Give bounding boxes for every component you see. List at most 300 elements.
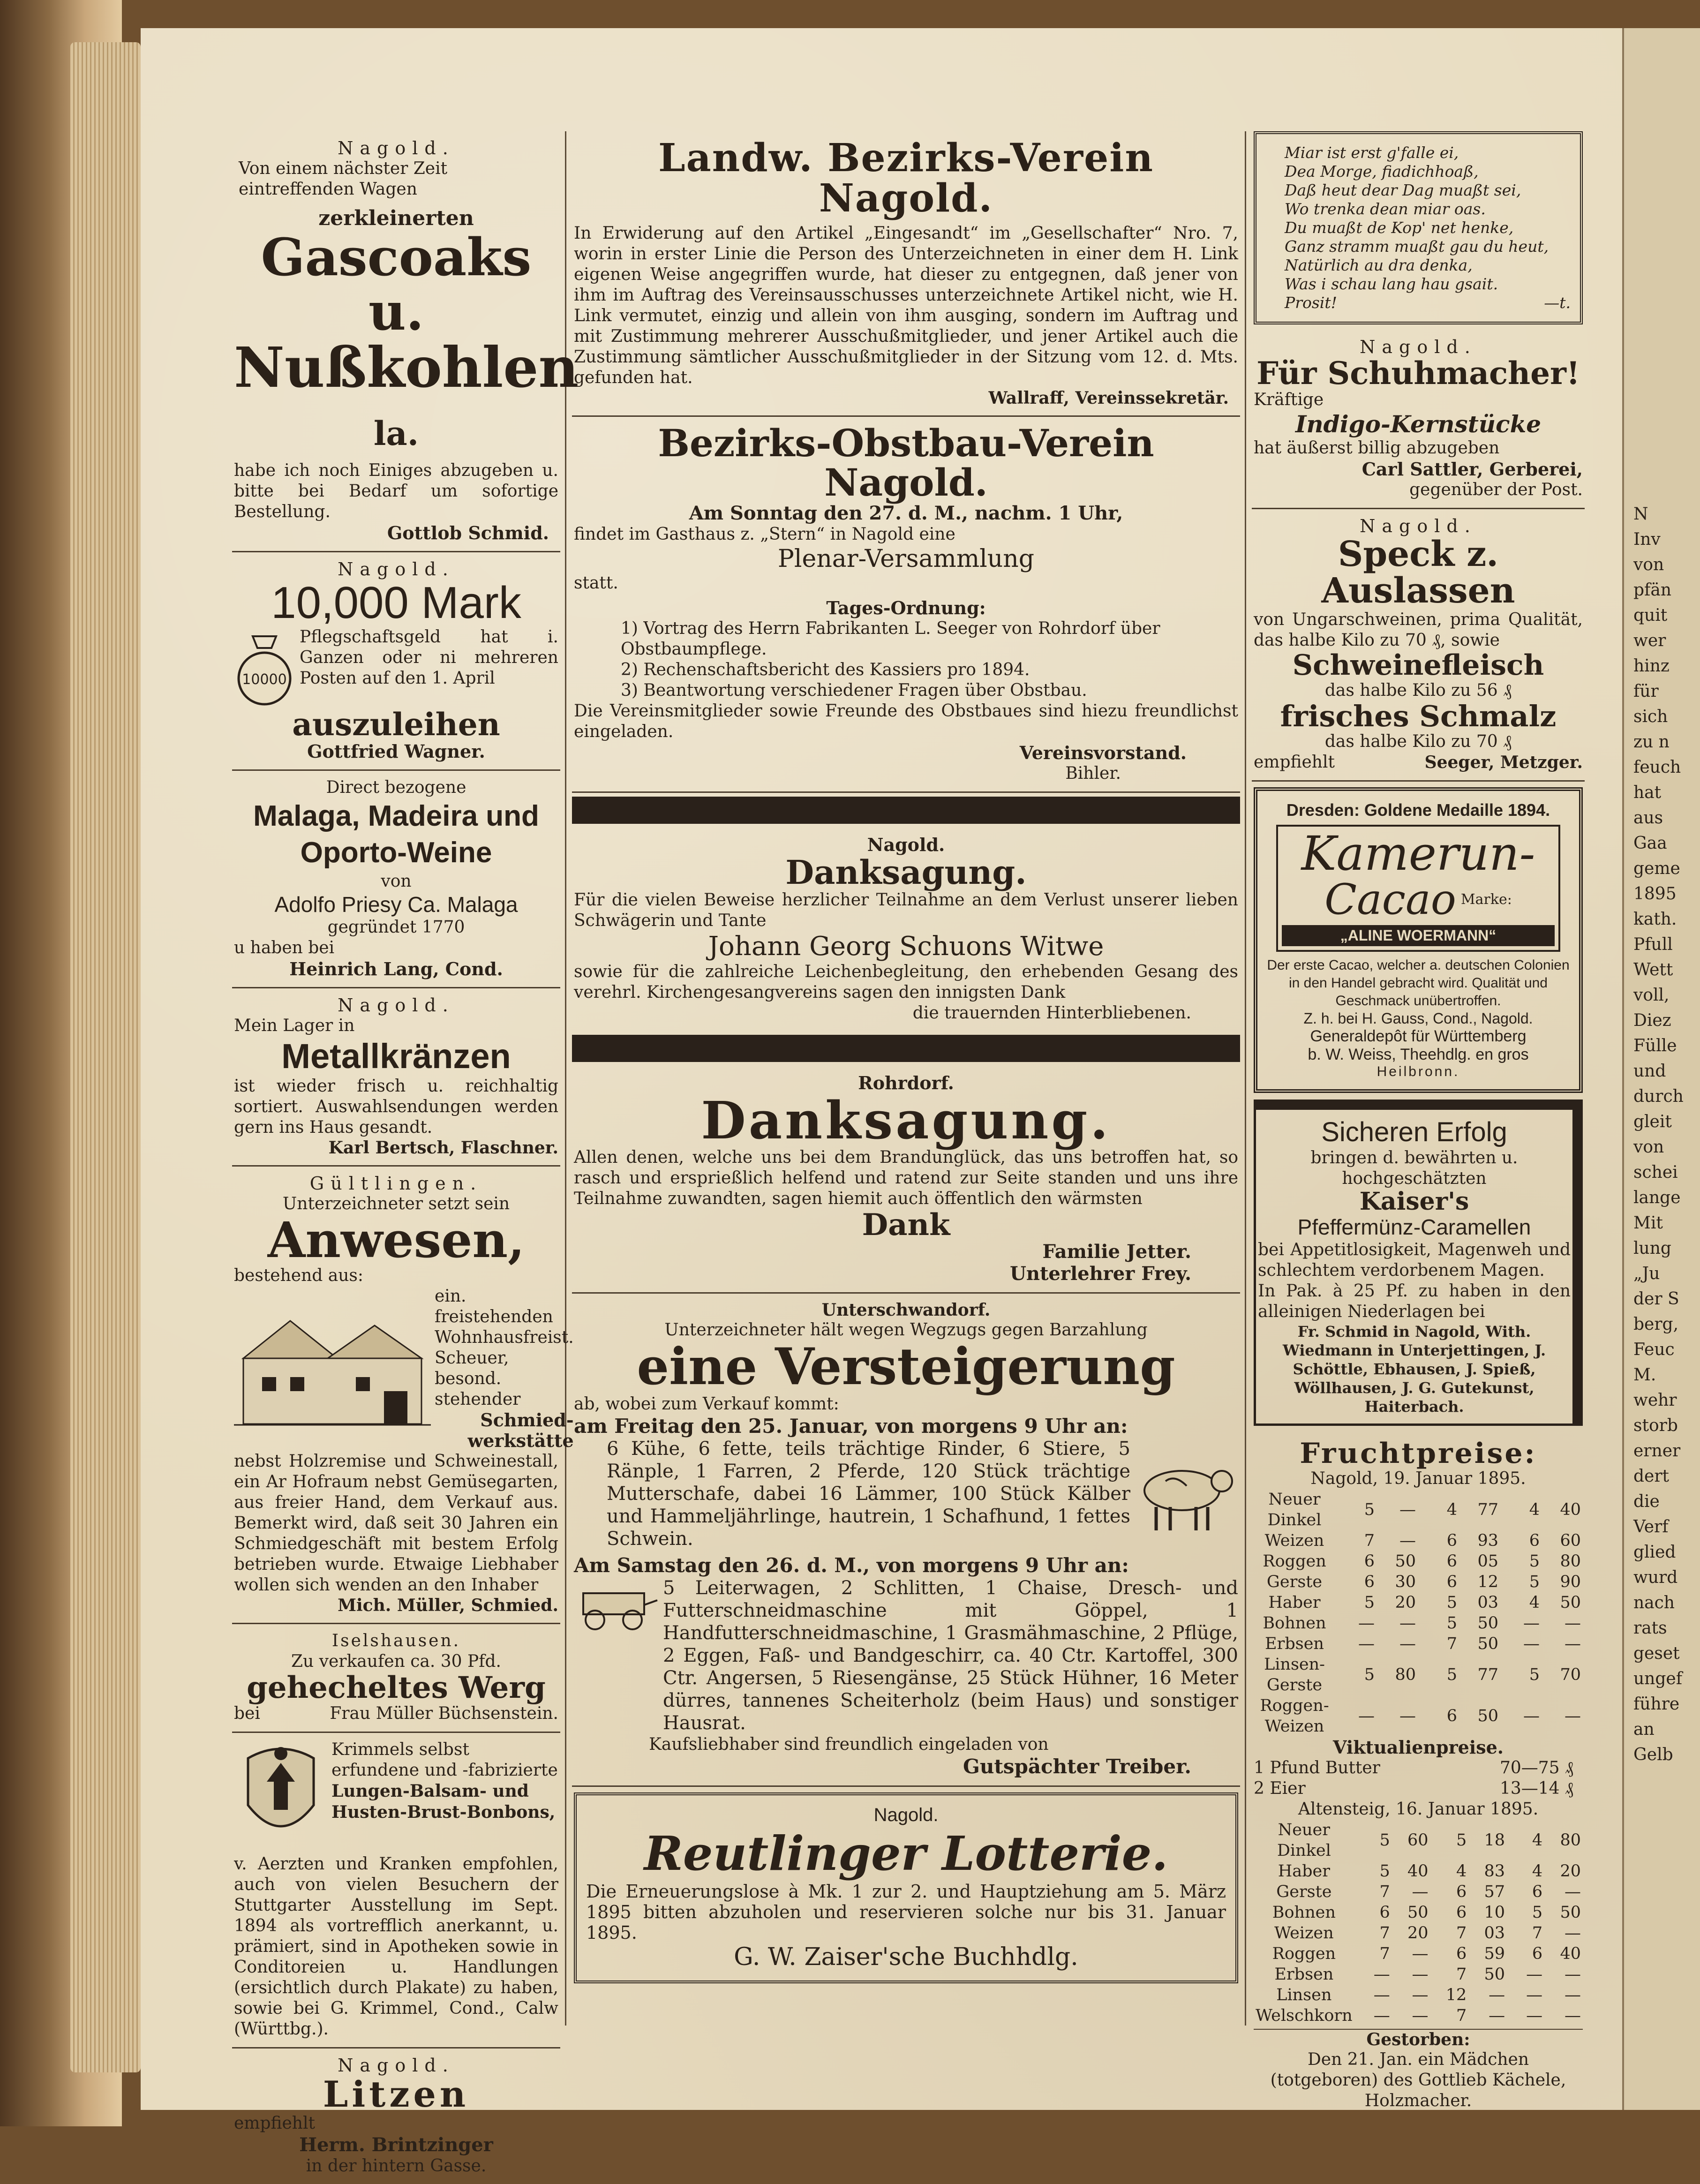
price-cell: 6: [1446, 1573, 1457, 1592]
ad-subheading: Schweinefleisch: [1292, 648, 1544, 682]
price-cell: 77: [1477, 1665, 1498, 1685]
ad-signature: Wallraff, Vereinssekretär.: [988, 388, 1229, 408]
price-row: [1254, 1634, 1583, 1654]
price-cell: 6: [1456, 1903, 1467, 1922]
price-cell: 18: [1484, 1831, 1505, 1850]
ad-text: In Pak. à 25 Pf. zu haben in den alleinigen Niederlagen bei: [1258, 1281, 1571, 1322]
ad-headline: Landw. Bezirks-Verein Nagold.: [658, 136, 1154, 221]
next-page-fragment: schei: [1633, 1163, 1678, 1182]
next-page-fragment: Diez: [1633, 1011, 1671, 1030]
ad-headline: gehecheltes Werg: [247, 1670, 546, 1706]
ad-headline: Bezirks-Obstbau-Verein Nagold.: [658, 421, 1154, 505]
grain-name: Roggen: [1263, 1552, 1326, 1571]
column-middle: [572, 131, 1240, 1989]
ad-headline: Malaga, Madeira und: [253, 799, 539, 832]
price-cell: —: [1373, 1965, 1390, 1984]
place-name: Gültlingen.: [309, 1173, 483, 1194]
price-cell: 7: [1456, 1924, 1467, 1943]
price-cell: 4: [1456, 1862, 1467, 1881]
ad-text: Unterzeichneter hält wegen Wegzugs gegen Barzahlung: [664, 1320, 1148, 1340]
price-cell: —: [1373, 1986, 1390, 2005]
ad-text: ein. freistehenden Wohnhausfreist. Scheuer, besond. stehender: [435, 1287, 574, 1409]
price-cell: 05: [1477, 1552, 1498, 1571]
next-page-fragment: hinz: [1633, 656, 1670, 676]
ad-kaisers: [1254, 1100, 1583, 1426]
ad-text: statt.: [574, 573, 618, 593]
ad-date: Am Sonntag den 27. d. M., nachm. 1 Uhr,: [689, 502, 1123, 525]
price-row: [1254, 1882, 1583, 1902]
ad-lotterie: [574, 1792, 1238, 1983]
next-page-fragment: die: [1633, 1492, 1660, 1511]
poem-line: Natürlich au dra denka,: [1285, 256, 1473, 274]
price-cell: 7: [1456, 2006, 1467, 2026]
price-row: [1254, 1530, 1583, 1551]
ad-wreath: [232, 988, 560, 1167]
price-row: [1254, 1902, 1583, 1923]
price-cell: 5: [1456, 1831, 1467, 1850]
place-name: Nagold.: [338, 558, 455, 580]
price-cell: 50: [1477, 1614, 1498, 1633]
next-page-edge: [1622, 28, 1700, 2110]
next-page-fragment: der S: [1633, 1289, 1679, 1309]
ad-text: Die Erneuerungslose à Mk. 1 zur 2. und Hauptziehung am 5. März 1895 bitten abzuholen und reservieren solche nur bis 31. Januar 1895.: [586, 1881, 1226, 1943]
next-page-fragment: Wett: [1633, 960, 1673, 979]
coat-of-arms-icon: [234, 1740, 328, 1854]
ad-versteigerung: [572, 1294, 1240, 1786]
price-cell: 6: [1456, 1944, 1467, 1964]
prices-title: Fruchtpreise:: [1300, 1437, 1537, 1470]
next-page-fragment: kath.: [1633, 910, 1677, 929]
next-page-fragment: an: [1633, 1720, 1655, 1739]
price-cell: —: [1565, 1614, 1581, 1633]
poem-line: Daß heut dear Dag muaßt sei,: [1285, 181, 1521, 199]
next-page-fragment: erner: [1633, 1441, 1681, 1461]
next-page-fragment: gleit: [1633, 1112, 1672, 1131]
price-cell: —: [1565, 1965, 1581, 1984]
brand-name: Cacao: [1324, 874, 1456, 924]
medal-text: Dresden: Goldene Medaille 1894.: [1286, 800, 1550, 820]
ad-estate: [232, 1167, 574, 1624]
agenda-item: 1) Vortrag des Herrn Fabrikanten L. Seeger von Rohrdorf über Obstbaumpflege.: [621, 619, 1160, 659]
ad-text: das halbe Kilo zu 70 ₰: [1324, 731, 1512, 751]
next-page-fragment: „Ju: [1633, 1264, 1660, 1283]
cow-illustration: [1130, 1448, 1238, 1539]
price-label: 1 Pfund Butter: [1254, 1758, 1380, 1778]
price-cell: 60: [1560, 1531, 1581, 1551]
grain-name: Haber: [1278, 1862, 1330, 1881]
grain-name: Welschkorn: [1256, 2006, 1353, 2026]
ad-signature: Vereinsvorstand.: [1019, 742, 1187, 764]
next-page-fragment: berg,: [1633, 1315, 1679, 1334]
next-page-fragment: Gaa: [1633, 834, 1667, 853]
price-cell: —: [1412, 1986, 1429, 2005]
deaths-title: Gestorben:: [1254, 2029, 1583, 2049]
ad-text: Heilbronn.: [1377, 1063, 1460, 1079]
prices-subtitle: Altensteig, 16. Januar 1895.: [1298, 1800, 1539, 1819]
ad-coal: [232, 131, 579, 552]
ad-headline: Sicheren Erfolg: [1321, 1116, 1507, 1147]
ad-text: habe ich noch Einiges abzugeben u. bitte bei Bedarf um sofortige Bestellung.: [234, 460, 558, 521]
ad-headline: Oporto-Weine: [300, 836, 492, 869]
price-cell: —: [1412, 1965, 1429, 1984]
ad-signature: Gottfried Wagner.: [307, 740, 485, 762]
ad-text: bringen d. bewährten u. hochgeschätzten: [1310, 1148, 1518, 1188]
ad-text: ab, wobei zum Verkauf kommt:: [574, 1394, 839, 1414]
ad-werg: [232, 1624, 560, 1733]
price-cell: —: [1565, 1924, 1581, 1943]
black-rule: [572, 1035, 1240, 1062]
price-cell: —: [1523, 1614, 1540, 1633]
deaths-text: Den 21. Jan. ein Mädchen (totgeboren) des Gottlieb Kächele, Holzmacher.: [1270, 2050, 1566, 2111]
prices-subtitle: Viktualienpreise.: [1332, 1737, 1504, 1758]
place-name: Nagold.: [867, 834, 945, 856]
poem-line: Was i schau lang hau gsait.: [1285, 275, 1498, 293]
ad-text: Kräftige: [1254, 390, 1324, 410]
ad-headline: Gascoaks u.: [261, 227, 532, 342]
brand-name: Kamerun-: [1301, 826, 1535, 881]
ad-text: bei: [234, 1704, 260, 1724]
poem-line: Du muaßt de Kop' net henke,: [1285, 218, 1514, 237]
place-name: Rohrdorf.: [858, 1072, 954, 1093]
next-page-fragment: voll,: [1633, 986, 1670, 1005]
next-page-fragment: wer: [1633, 631, 1666, 650]
price-cell: 03: [1484, 1924, 1505, 1943]
ad-subheading: Dank: [862, 1207, 950, 1243]
ad-text: Allen denen, welche uns bei dem Brandunglück, das uns betroffen hat, so rasch und ersprießlich helfend und ratend zur Seite standen und uns ihre Teilnahme zuwandten, sagen hiemit auch öffentlich den wärmsten: [574, 1148, 1238, 1209]
black-rule: [572, 797, 1240, 824]
next-page-fragment: N: [1633, 505, 1648, 524]
price-cell: 6: [1532, 1944, 1543, 1964]
ad-text: ist wieder frisch u. reichhaltig sortiert. Auswahlsendungen werden gern ins Haus gesandt.: [234, 1076, 558, 1137]
ad-text: In Erwiderung auf den Artikel „Eingesandt“ im „Gesellschafter“ Nro. 7, worin in erster Linie die Person des Unterzeichneten in einer dem H. Link eigenen Weise angegriffen wurde, hat dieser zu entgegnen, daß jener von ihm im Auftrag des Vereinsausschusses unterzeichnete Artikel nicht, wie H. Link vermutet, einzig und allein von ihm ausging, sondern im Auftrag und mit Zustimmung mehrerer Ausschußmitglieder, und jener Artikel auch die Zustimmung sämtlicher Ausschußmitglieder in der Sitzung vom 12. d. Mts. gefunden hat.: [574, 224, 1238, 388]
agenda-title: Tages-Ordnung:: [826, 597, 986, 619]
ad-signature: die trauernden Hinterbliebenen.: [912, 1003, 1191, 1023]
ad-text: empfiehlt: [234, 2114, 315, 2133]
price-cell: —: [1526, 2006, 1543, 2026]
ad-signature: Herm. Brintzinger: [299, 2134, 493, 2156]
ad-signature: Gottlob Schmid.: [387, 522, 549, 543]
ad-subheading: frisches Schmalz: [1280, 699, 1557, 733]
price-cell: 90: [1560, 1573, 1581, 1592]
price-cell: 6: [1446, 1707, 1457, 1726]
ad-text: empfiehlt: [1254, 752, 1335, 772]
poem-line: Prosit!: [1285, 294, 1337, 312]
price-cell: 50: [1395, 1552, 1416, 1571]
price-cell: 5: [1364, 1593, 1375, 1612]
price-cell: 80: [1560, 1831, 1581, 1850]
ad-kamerun-cacao: [1254, 787, 1583, 1093]
next-page-fragment: 1895: [1633, 884, 1677, 904]
grain-name: Neuer Dinkel: [1277, 1821, 1331, 1860]
ad-text: Marke:: [1460, 891, 1512, 908]
price-cell: 59: [1484, 1944, 1505, 1964]
price-cell: 93: [1477, 1531, 1498, 1551]
price-cell: 5: [1379, 1862, 1390, 1881]
price-cell: 5: [1529, 1665, 1540, 1685]
ad-headline: Danksagung.: [701, 1090, 1111, 1151]
place-name: Iselshausen.: [331, 1631, 461, 1651]
price-cell: 20: [1395, 1593, 1416, 1612]
ad-headline: Metallkränzen: [281, 1036, 511, 1076]
ad-signature: Gutspächter Treiber.: [963, 1755, 1191, 1778]
prices-table-altensteig: [1254, 1820, 1583, 2026]
auction-date: am Freitag den 25. Januar, von morgens 9 Uhr an:: [574, 1414, 1128, 1438]
ad-text: gegründet 1770: [327, 917, 465, 937]
prices-subtitle: Nagold, 19. Januar 1895.: [1310, 1469, 1526, 1489]
price-cell: —: [1399, 1531, 1416, 1551]
ad-litzen: [232, 2048, 560, 2184]
next-page-fragment: zu n: [1633, 732, 1670, 752]
ad-signature: Frau Müller Büchsenstein.: [330, 1704, 558, 1724]
ad-text: v. Aerzten und Kranken empfohlen, auch von vielen Besuchern der Stuttgarter Ausstellung im Sept. 1894 als vortrefflich anerkannt, u. prämiert, sind in Apotheken sowie in Conditoreien u. Handlungen (ersichtlich durch Plakate) zu haben, sowie bei G. Krimmel, Cond., Calw (Württbg.).: [234, 1854, 558, 2039]
ad-headline: Litzen: [323, 2073, 470, 2116]
place-name: Nagold.: [873, 1804, 939, 1825]
price-cell: 50: [1477, 1707, 1498, 1726]
price-cell: —: [1523, 1634, 1540, 1654]
next-page-fragment: Pfull: [1633, 935, 1673, 954]
price-cell: 7: [1446, 1634, 1457, 1654]
column-right: [1252, 131, 1585, 2119]
ad-text: gegenüber der Post.: [1409, 480, 1583, 500]
price-cell: —: [1526, 1986, 1543, 2005]
grain-name: Weizen: [1264, 1531, 1324, 1551]
price-cell: 7: [1379, 1883, 1390, 1902]
next-page-fragment: führe: [1633, 1694, 1680, 1714]
ad-highlight: Schmied-werkstätte: [467, 1409, 574, 1452]
price-cell: 5: [1532, 1903, 1543, 1922]
place-name: Nagold.: [338, 2055, 455, 2076]
ad-headline: Reutlinger Lotterie.: [644, 1825, 1168, 1881]
price-cell: 6: [1532, 1883, 1543, 1902]
grain-name: Bohnen: [1263, 1614, 1326, 1633]
ad-danksagung-nagold: [572, 828, 1240, 1031]
ad-signature: Familie Jetter.: [1042, 1241, 1191, 1263]
next-page-fragment: storb: [1633, 1416, 1678, 1435]
price-cell: 20: [1407, 1924, 1429, 1943]
price-row: [1254, 1592, 1583, 1613]
auction-date: Am Samstag den 26. d. M., von morgens 9 Uhr an:: [574, 1553, 1129, 1577]
next-page-fragment: Inv: [1633, 530, 1661, 549]
price-cell: 5: [1364, 1500, 1375, 1520]
prices-table-nagold: [1254, 1489, 1583, 1737]
price-value: 13—14 ₰: [1499, 1779, 1573, 1799]
ad-speck: [1252, 509, 1585, 781]
price-cell: 40: [1407, 1862, 1429, 1881]
price-cell: 4: [1532, 1831, 1543, 1850]
place-name: Unterschwandorf.: [821, 1300, 991, 1320]
ad-danksagung-rohrdorf: [572, 1066, 1240, 1294]
next-page-fragment: Verf: [1633, 1517, 1669, 1536]
price-cell: 77: [1477, 1500, 1498, 1520]
next-page-fragment: aus: [1633, 808, 1663, 828]
ad-krimmel: [232, 1733, 560, 2048]
price-label: 2 Eier: [1254, 1779, 1306, 1799]
price-cell: 7: [1532, 1924, 1543, 1943]
place-name: Nagold.: [338, 994, 455, 1016]
ad-headline: Anwesen,: [267, 1211, 525, 1269]
price-cell: 80: [1395, 1665, 1416, 1685]
ad-headline: Nußkohlen: [234, 335, 579, 400]
ad-firm: Adolfo Priesy Ca. Malaga: [274, 892, 518, 917]
price-cell: 03: [1477, 1593, 1498, 1612]
price-cell: —: [1565, 1986, 1581, 2005]
ad-text: Generaldepôt für Württemberg: [1310, 1027, 1527, 1045]
price-cell: 5: [1446, 1665, 1457, 1685]
ad-signature: Karl Bertsch, Flaschner.: [328, 1137, 558, 1158]
price-row: [1254, 2005, 1583, 2026]
next-page-fragment: Gelb: [1633, 1745, 1673, 1764]
price-cell: —: [1523, 1707, 1540, 1726]
price-cell: —: [1526, 1965, 1543, 1984]
grain-name: Roggen-Weizen: [1260, 1696, 1329, 1736]
ad-text: das halbe Kilo zu 56 ₰: [1324, 680, 1512, 700]
ad-schuhmacher: [1252, 330, 1585, 509]
next-page-fragment: feuch: [1633, 758, 1681, 777]
next-page-fragment: nach: [1633, 1593, 1675, 1612]
price-cell: —: [1358, 1707, 1375, 1726]
price-cell: 7: [1379, 1924, 1390, 1943]
price-row: [1254, 1551, 1583, 1572]
price-row: [1254, 1923, 1583, 1943]
column-left: [232, 131, 579, 2184]
ad-text: b. W. Weiss, Theehdlg. en gros: [1308, 1045, 1529, 1063]
grain-name: Bohnen: [1272, 1903, 1336, 1922]
poem-line: Wo trenka dean miar oas.: [1285, 200, 1486, 218]
agenda-item: 2) Rechenschaftsbericht des Kassiers pro 1894.: [621, 660, 1030, 680]
farmhouse-illustration: [234, 1302, 431, 1435]
price-cell: 4: [1529, 1593, 1540, 1612]
ad-text: Pflegschaftsgeld hat i. Ganzen oder ni mehreren Posten auf den 1. April: [300, 627, 558, 688]
price-cell: 40: [1560, 1500, 1581, 1520]
money-bag-icon: [234, 627, 295, 708]
poem-signature: —t.: [1544, 294, 1571, 312]
price-cell: 6: [1456, 1883, 1467, 1902]
ad-text: u haben bei: [234, 938, 335, 957]
ad-text: nebst Holzremise und Schweinestall, ein Ar Hofraum nebst Gemüsegarten, aus freier Hand, dem Verkauf aus. Bemerkt wird, daß seit 30 Jahren ein Schmiedgeschäft mit bestem Erfolg betrieben wurde. Etwaige Liebhaber wollen sich wenden an den Inhaber: [234, 1452, 558, 1595]
ad-text: bei Appetitlosigkeit, Magenweh und schlechtem verdorbenem Magen.: [1258, 1240, 1571, 1280]
price-cell: —: [1358, 1614, 1375, 1633]
grain-name: Neuer Dinkel: [1267, 1490, 1322, 1530]
price-cell: —: [1565, 2006, 1581, 2026]
ad-subheading: Pfeffermünz-Caramellen: [1297, 1215, 1531, 1240]
ad-wine: [232, 771, 560, 988]
ad-headline: auszuleihen: [292, 706, 500, 743]
ad-landw-verein: [572, 131, 1240, 417]
price-row: [1254, 1654, 1583, 1695]
grain-name: Erbsen: [1274, 1965, 1334, 1984]
ad-signature: G. W. Zaiser'sche Buchhdlg.: [734, 1943, 1078, 1971]
next-page-fragment: glied: [1633, 1543, 1676, 1562]
grain-name: Gerste: [1266, 1573, 1323, 1592]
ad-text: Z. h. bei H. Gauss, Cond., Nagold.: [1303, 1009, 1533, 1027]
next-page-fragment: wehr: [1633, 1391, 1677, 1410]
ad-signature: Carl Sattler, Gerberei,: [1362, 459, 1583, 480]
ad-signature: Bihler.: [1065, 764, 1121, 783]
grain-name: Weizen: [1274, 1924, 1334, 1943]
price-cell: 50: [1484, 1965, 1505, 1984]
ad-headline: Speck z. Auslassen: [1321, 534, 1515, 611]
page-stack: [70, 42, 141, 2072]
price-cell: 50: [1477, 1634, 1498, 1654]
price-cell: 10: [1484, 1903, 1505, 1922]
next-page-fragment: geset: [1633, 1644, 1680, 1663]
ad-text: Unterzeichneter setzt sein: [282, 1194, 510, 1213]
price-cell: 6: [1364, 1552, 1375, 1571]
ad-text: hat äußerst billig abzugeben: [1254, 438, 1500, 458]
price-cell: 5: [1529, 1552, 1540, 1571]
poem-line: Miar ist erst g'falle ei,: [1285, 143, 1459, 162]
ad-text: Der erste Cacao, welcher a. deutschen Colonien in den Handel gebracht wird. Qualität und Geschmack unübertroffen.: [1267, 957, 1570, 1009]
ad-text: in der hintern Gasse.: [306, 2156, 487, 2176]
price-cell: 30: [1395, 1573, 1416, 1592]
ad-text: Kaufsliebhaber sind freundlich eingeladen von: [649, 1734, 1049, 1754]
price-cell: —: [1358, 1634, 1375, 1654]
place-name: Nagold.: [1360, 516, 1477, 537]
ad-headline-suffix: la.: [373, 414, 419, 453]
price-cell: 50: [1407, 1903, 1429, 1922]
price-cell: —: [1565, 1634, 1581, 1654]
price-row: [1254, 1861, 1583, 1882]
ad-signature: Unterlehrer Frey.: [1009, 1263, 1191, 1285]
price-cell: —: [1489, 2006, 1505, 2026]
price-cell: 80: [1560, 1552, 1581, 1571]
grain-name: Linsen-Gerste: [1264, 1655, 1325, 1695]
next-page-fragment: rats: [1633, 1619, 1667, 1638]
next-page-fragment: geme: [1633, 859, 1680, 878]
wagon-illustration: [574, 1582, 658, 1635]
next-page-fragment: von: [1633, 1137, 1664, 1157]
price-cell: 4: [1446, 1500, 1457, 1520]
next-page-fragment: wurd: [1633, 1568, 1678, 1587]
grain-name: Gerste: [1276, 1883, 1332, 1902]
ad-signature: Mich. Müller, Schmied.: [338, 1596, 558, 1616]
brand-name: Kaiser's: [1359, 1187, 1469, 1216]
next-page-fragment: lange: [1633, 1188, 1681, 1207]
ad-money: [232, 552, 560, 771]
ad-text: von Ungarschweinen, prima Qualität, das halbe Kilo zu 70 ₰, sowie: [1254, 610, 1583, 650]
column-rule: [565, 131, 566, 2026]
price-cell: 12: [1477, 1573, 1498, 1592]
grain-name: Linsen: [1276, 1986, 1332, 2005]
price-cell: 83: [1484, 1862, 1505, 1881]
price-row: [1254, 1820, 1583, 1861]
next-page-fragment: Mit: [1633, 1213, 1663, 1233]
price-cell: 20: [1560, 1862, 1581, 1881]
next-page-fragment: Fülle: [1633, 1036, 1677, 1055]
next-page-fragment: Feuc: [1633, 1340, 1675, 1359]
price-cell: 5: [1529, 1573, 1540, 1592]
price-cell: 5: [1364, 1665, 1375, 1685]
price-cell: 7: [1379, 1944, 1390, 1964]
ad-text: Zu verkaufen ca. 30 Pfd.: [291, 1652, 501, 1672]
price-row: [1254, 1613, 1583, 1634]
dealer-list: Fr. Schmid in Nagold, With. Wiedmann in Unterjettingen, J. Schöttle, Ebhausen, J. Spieß, Wöllhausen, J. G. Gutekunst, Haiterbach.: [1282, 1323, 1546, 1416]
price-value: 70—75 ₰: [1499, 1758, 1573, 1778]
price-cell: 70: [1560, 1665, 1581, 1685]
price-cell: —: [1399, 1634, 1416, 1654]
price-cell: 50: [1560, 1593, 1581, 1612]
next-page-fragment: von: [1633, 555, 1664, 574]
price-cell: 5: [1446, 1614, 1457, 1633]
price-row: [1254, 1572, 1583, 1592]
grain-name: Roggen: [1272, 1944, 1336, 1964]
price-cell: —: [1565, 1707, 1581, 1726]
price-cell: 5: [1379, 1831, 1390, 1850]
market-prices: [1252, 1432, 1585, 2119]
price-row: [1254, 1964, 1583, 1985]
price-row: [1254, 1489, 1583, 1530]
brand-banner: „ALINE WOERMANN“: [1282, 925, 1555, 946]
